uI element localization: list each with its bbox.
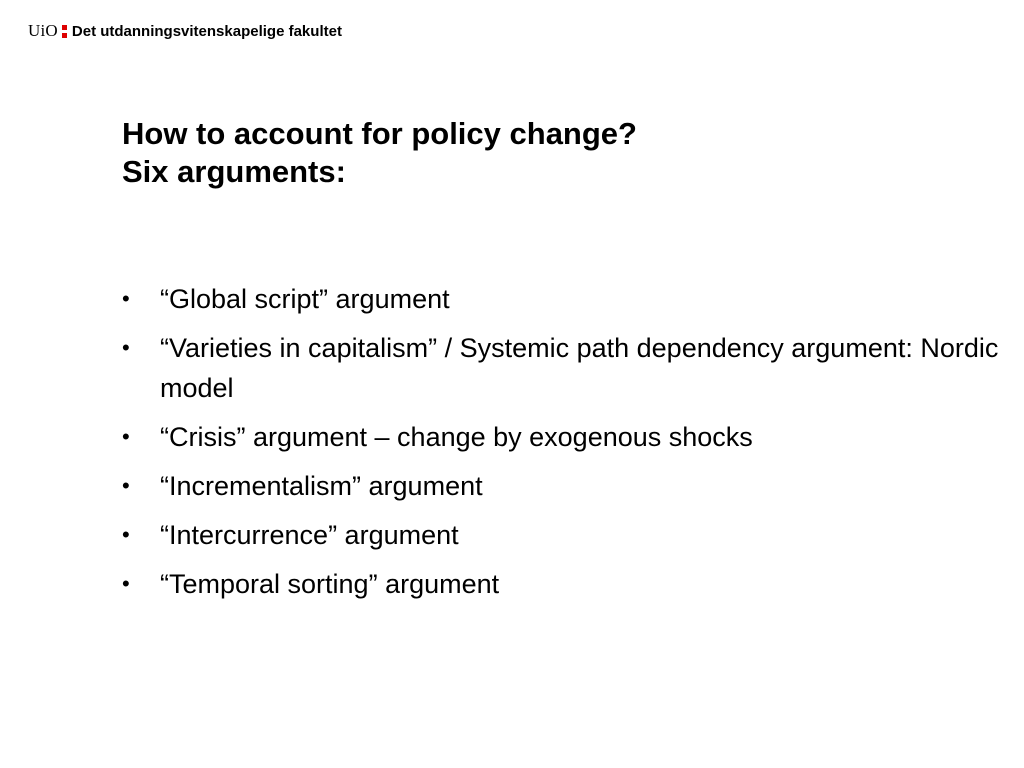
faculty-name: Det utdanningsvitenskapelige fakultet bbox=[71, 22, 342, 40]
list-item bbox=[122, 279, 1002, 319]
bullet-icon: • bbox=[122, 473, 130, 498]
colon-dot-top bbox=[62, 25, 67, 30]
list-item-text: “Temporal sorting” argument bbox=[160, 569, 500, 599]
list-item bbox=[122, 417, 1002, 457]
list-item-text: “Global script” argument bbox=[160, 284, 450, 314]
colon-dot-bottom bbox=[62, 33, 67, 38]
uio-logo: UiO bbox=[28, 21, 58, 40]
list-item bbox=[122, 328, 1002, 408]
list-item bbox=[122, 564, 1002, 604]
bullet-icon: • bbox=[122, 424, 130, 449]
list-item-text: “Intercurrence” argument bbox=[160, 520, 459, 550]
list-item bbox=[122, 466, 1002, 506]
slide-header bbox=[28, 19, 342, 43]
slide-title bbox=[122, 115, 982, 191]
bullet-icon: • bbox=[122, 522, 130, 547]
bullet-icon: • bbox=[122, 335, 130, 360]
title-line-2: Six arguments: bbox=[122, 154, 346, 189]
list-item-text: “Varieties in capitalism” / Systemic path dependency argument: Nordic model bbox=[160, 333, 999, 403]
argument-list bbox=[122, 279, 1002, 613]
uio-colon-mark-icon bbox=[62, 23, 67, 39]
list-item-text: “Incrementalism” argument bbox=[160, 471, 483, 501]
bullet-icon: • bbox=[122, 286, 130, 311]
list-item-text: “Crisis” argument – change by exogenous shocks bbox=[160, 422, 753, 452]
title-line-1: How to account for policy change? bbox=[122, 116, 637, 151]
list-item bbox=[122, 515, 1002, 555]
bullet-icon: • bbox=[122, 571, 130, 596]
